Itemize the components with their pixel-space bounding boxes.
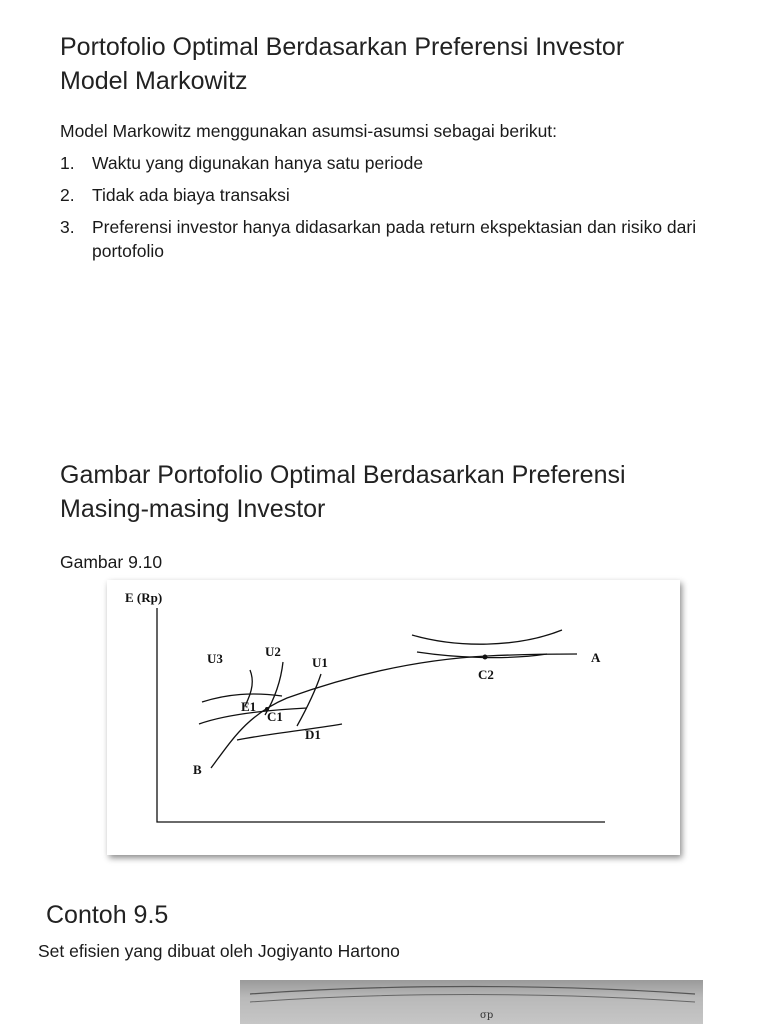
photo-sketch: [240, 980, 703, 1024]
figure-caption: Gambar 9.10: [60, 552, 163, 572]
axes: [157, 608, 605, 822]
label-u1: U1: [312, 655, 328, 670]
section-1-title: [60, 30, 760, 98]
indifference-curve-u1-flat: [237, 724, 342, 740]
assumptions-intro: Model Markowitz menggunakan asumsi-asumsi sebagai berikut:: [60, 121, 558, 141]
label-c2: C2: [478, 667, 494, 682]
list-text: Waktu yang digunakan hanya satu periode: [92, 153, 424, 173]
u1-curve: [297, 674, 321, 726]
indifference-curve-upper-1: [412, 630, 562, 644]
title-line: Portofolio Optimal Berdasarkan Preferensi Investor: [60, 33, 625, 61]
assumptions-list: [60, 151, 740, 263]
photo-label: σp: [480, 1010, 494, 1021]
section-2-title: [60, 458, 760, 526]
figure-9-10: [107, 580, 680, 855]
u2-curve: [265, 662, 283, 715]
label-b: B: [193, 762, 202, 777]
list-number: 1.: [60, 153, 75, 173]
label-u2: U2: [265, 644, 281, 659]
tangency-point-c2: [483, 655, 488, 660]
list-item: [60, 151, 740, 175]
title-line: Masing-masing Investor: [60, 495, 326, 523]
assumptions-block: [60, 119, 740, 271]
axis-label-e-rp: E (Rp): [125, 590, 163, 605]
label-c1: C1: [267, 709, 283, 724]
list-text: Preferensi investor hanya didasarkan pada return ekspektasian dan risiko dari portofolio: [92, 217, 697, 261]
section-3-subtitle: Set efisien yang dibuat oleh Jogiyanto Hartono: [38, 941, 400, 961]
list-number: 3.: [60, 217, 75, 237]
section-3-title: Contoh 9.5: [46, 901, 169, 929]
list-item: [60, 183, 740, 207]
label-u3: U3: [207, 651, 223, 666]
label-e1: E1: [241, 699, 257, 714]
title-line: Model Markowitz: [60, 67, 248, 95]
list-number: 2.: [60, 185, 75, 205]
title-line: Gambar Portofolio Optimal Berdasarkan Preferensi: [60, 461, 626, 489]
list-text: Tidak ada biaya transaksi: [92, 185, 290, 205]
optimal-portfolio-diagram: [107, 580, 680, 855]
list-item: [60, 215, 740, 263]
efficient-set-photo: [240, 980, 703, 1024]
label-d1: D1: [305, 727, 321, 742]
label-a: A: [591, 650, 601, 665]
